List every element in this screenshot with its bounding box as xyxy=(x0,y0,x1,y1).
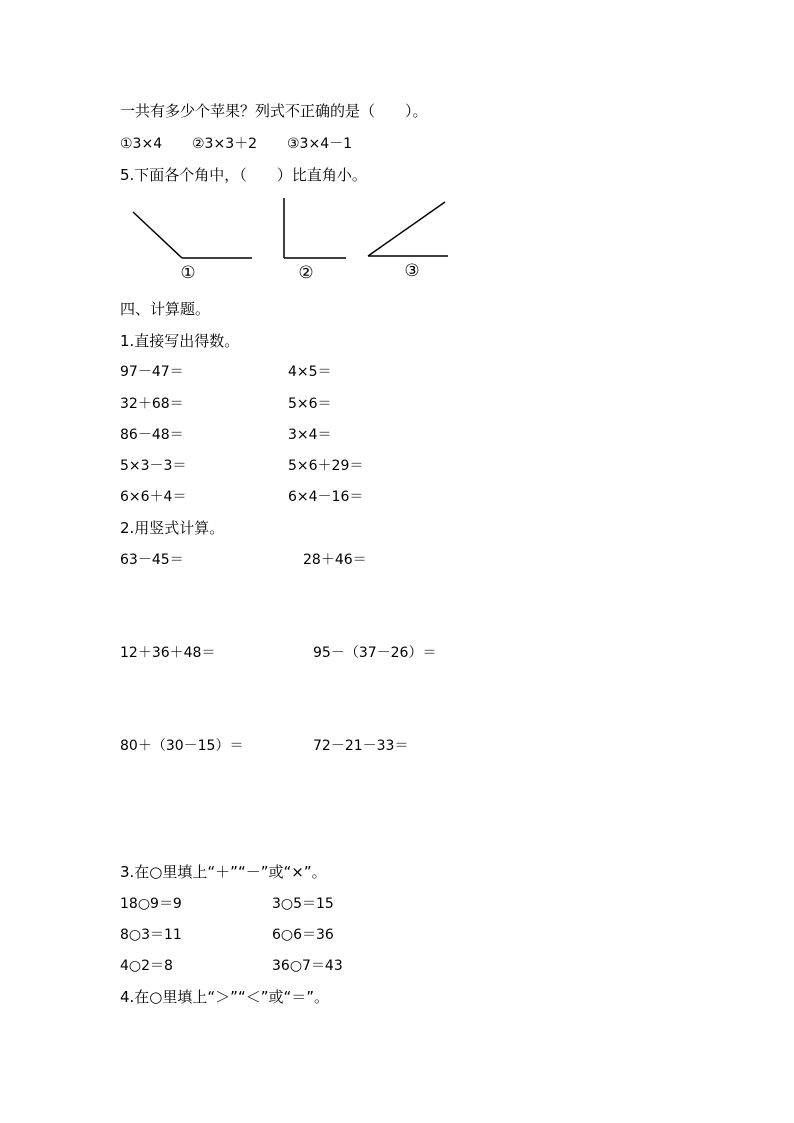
vertical-calc-4: 95－（37－26）＝ xyxy=(313,645,437,661)
calc-left-2: 32＋68＝ xyxy=(120,396,184,412)
vertical-calc-6: 72－21－33＝ xyxy=(313,738,409,754)
fill-op-right-2: 6○6＝36 xyxy=(272,927,334,943)
calc-right-2: 5×6＝ xyxy=(288,396,332,412)
angle-3-acute xyxy=(368,202,448,256)
vertical-calc-1: 63－45＝ xyxy=(120,552,184,568)
calc-left-1: 97－47＝ xyxy=(120,364,184,380)
calc-right-4: 5×6＋29＝ xyxy=(288,458,364,474)
sub-2-title: 2.用竖式计算。 xyxy=(120,519,225,537)
calc-right-3: 3×4＝ xyxy=(288,427,332,443)
calc-right-5: 6×4－16＝ xyxy=(288,489,364,505)
calc-left-5: 6×6＋4＝ xyxy=(120,489,187,505)
calc-right-1: 4×5＝ xyxy=(288,364,332,380)
vertical-calc-3: 12＋36＋48＝ xyxy=(120,645,216,661)
q5-question: 5.下面各个角中，（ ）比直角小。 xyxy=(120,166,367,184)
apples-option-2: ②3×3＋2 xyxy=(192,136,258,152)
sub-4-title: 4.在○里填上“＞”“＜”或“＝”。 xyxy=(120,988,330,1006)
calc-left-3: 86－48＝ xyxy=(120,427,184,443)
angle-3-label: ③ xyxy=(404,261,420,281)
vertical-calc-5: 80＋（30－15）＝ xyxy=(120,738,244,754)
angle-2-right xyxy=(284,198,346,258)
angle-1-obtuse xyxy=(133,212,252,258)
vertical-calc-2: 28＋46＝ xyxy=(303,552,367,568)
fill-op-left-2: 8○3＝11 xyxy=(120,927,182,943)
angle-1-label: ① xyxy=(180,263,196,283)
section-4-title: 四、计算题。 xyxy=(120,300,211,318)
sub-3-title: 3.在○里填上“＋”“－”或“×”。 xyxy=(120,863,327,881)
fill-op-right-1: 3○5＝15 xyxy=(272,896,334,912)
angle-2-label: ② xyxy=(298,263,314,283)
fill-op-right-3: 36○7＝43 xyxy=(272,958,343,974)
fill-op-left-1: 18○9＝9 xyxy=(120,896,182,912)
fill-op-left-3: 4○2＝8 xyxy=(120,958,173,974)
apples-option-1: ①3×4 xyxy=(120,136,163,152)
apples-option-3: ③3×4－1 xyxy=(287,136,353,152)
apples-question: 一共有多少个苹果？列式不正确的是（ ）。 xyxy=(120,102,428,120)
angles-figure xyxy=(120,192,460,284)
sub-1-title: 1.直接写出得数。 xyxy=(120,332,240,350)
calc-left-4: 5×3－3＝ xyxy=(120,458,187,474)
